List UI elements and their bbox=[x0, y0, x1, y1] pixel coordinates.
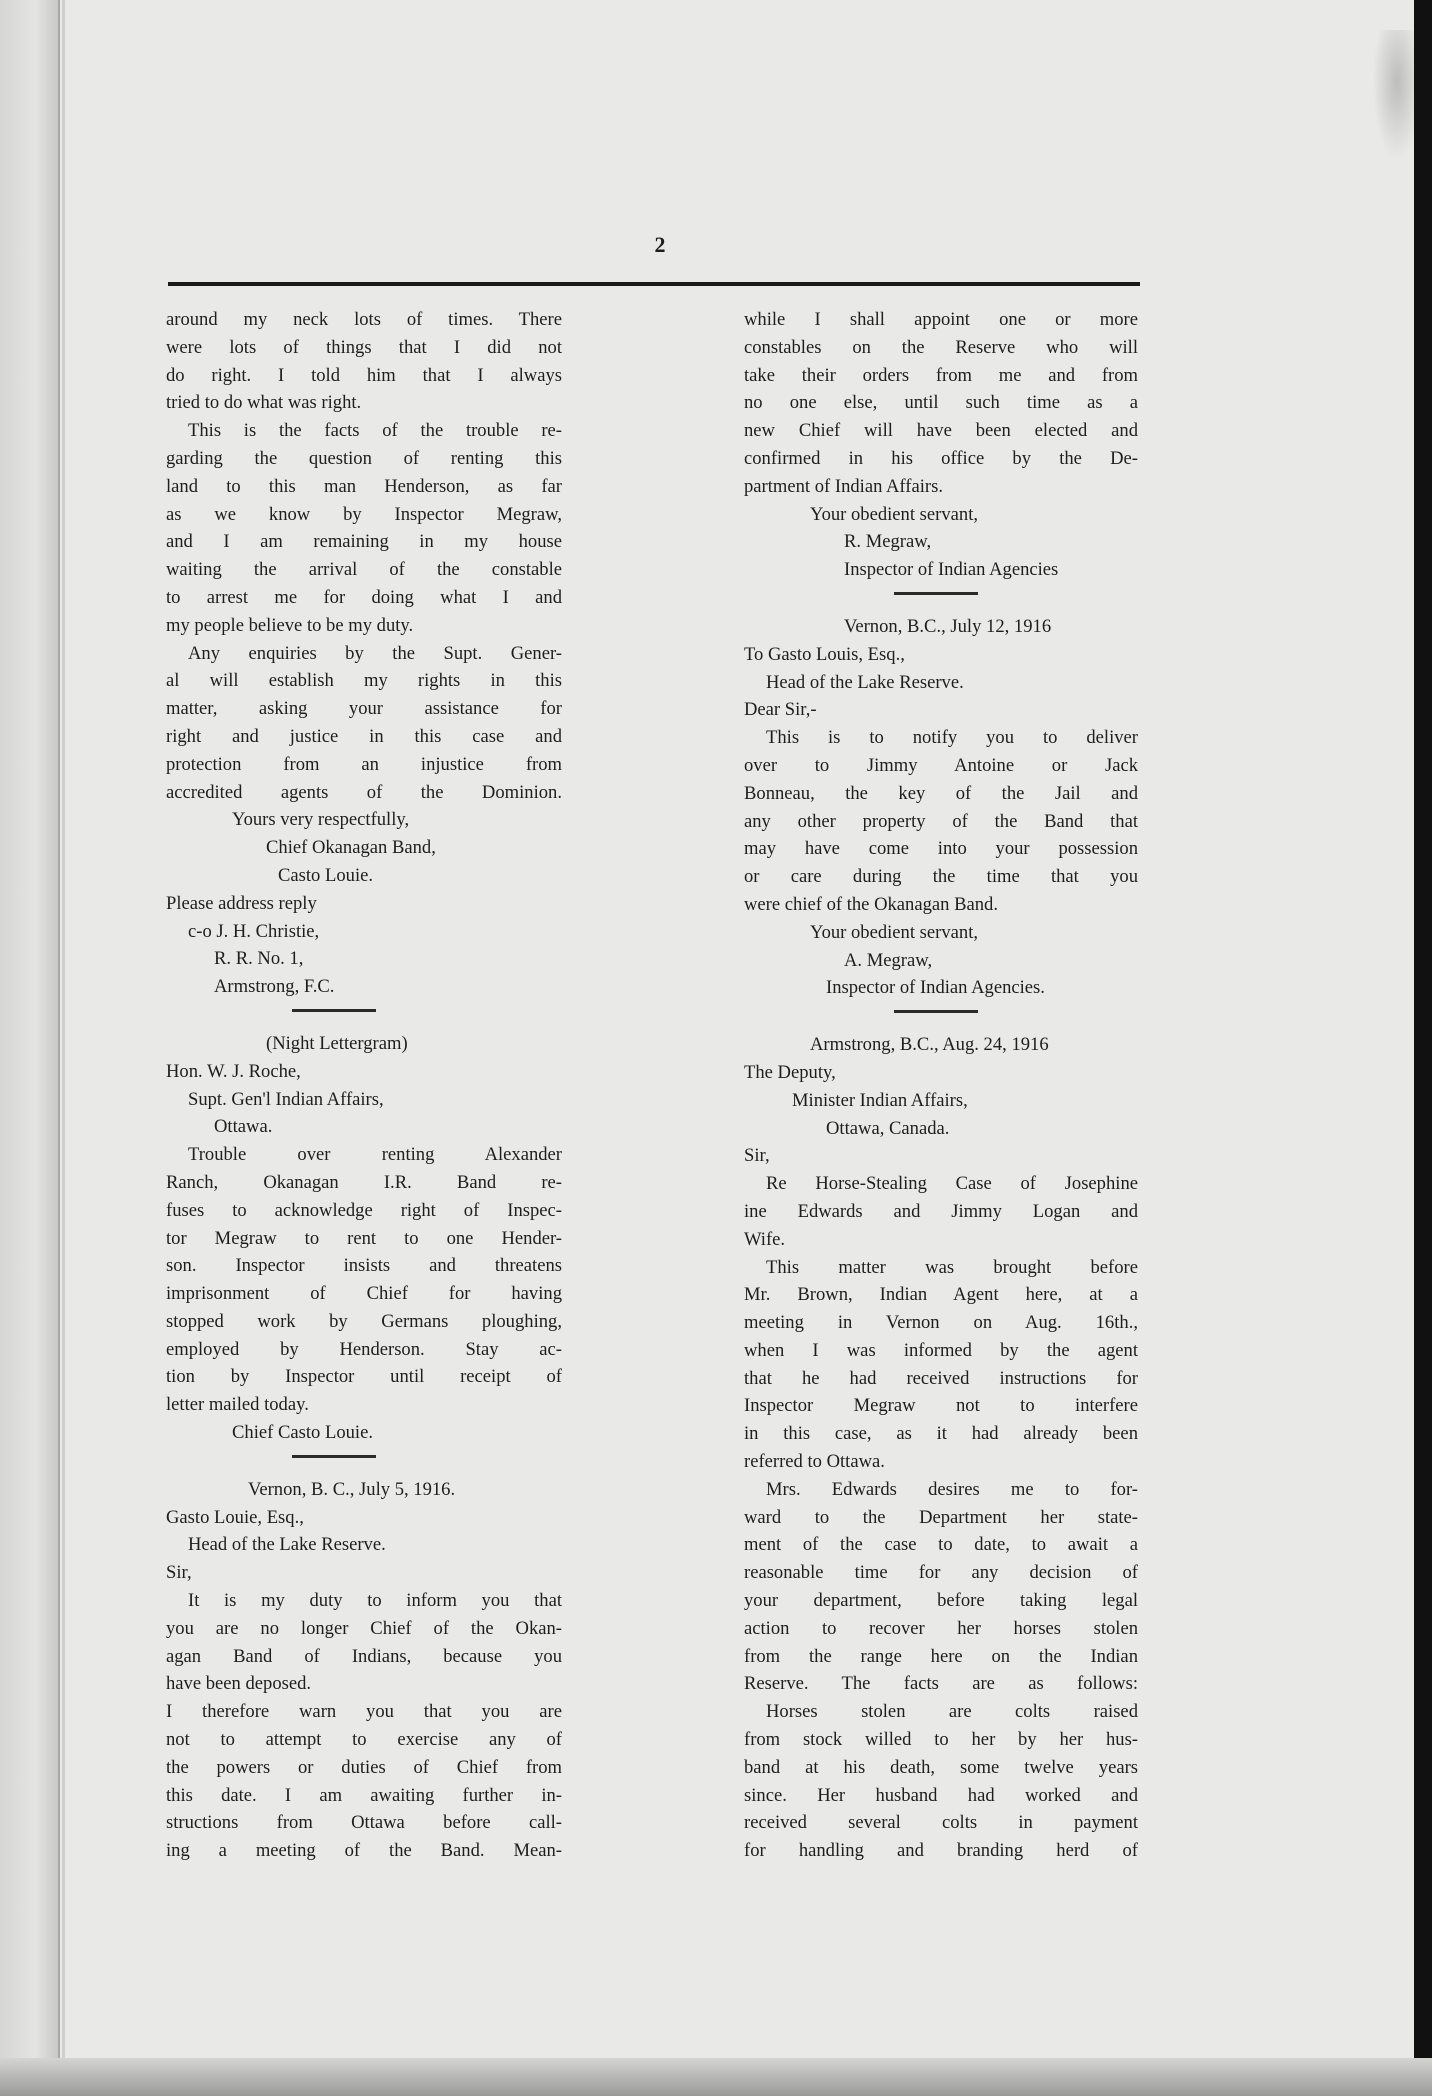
text-line: over to Jimmy Antoine or Jack bbox=[744, 754, 1138, 776]
scan-left-edge bbox=[62, 0, 65, 2096]
text-line: stopped work by Germans ploughing, bbox=[166, 1310, 562, 1332]
text-line: for handling and branding herd of bbox=[744, 1840, 1138, 1862]
salutation: Dear Sir,- bbox=[744, 699, 817, 721]
text-line: were chief of the Okanagan Band. bbox=[744, 893, 999, 915]
text-line: as we know by Inspector Megraw, bbox=[166, 503, 562, 525]
text-line: land to this man Henderson, as far bbox=[166, 475, 562, 497]
text-line: letter mailed today. bbox=[166, 1394, 309, 1416]
address-line: Minister Indian Affairs, bbox=[792, 1089, 968, 1111]
address-line: The Deputy, bbox=[744, 1061, 836, 1083]
salutation: Sir, bbox=[744, 1145, 770, 1167]
text-line: tor Megraw to rent to one Hender- bbox=[166, 1227, 562, 1249]
text-line: or care during the time that you bbox=[744, 866, 1138, 888]
address-line: Gasto Louie, Esq., bbox=[166, 1506, 304, 1528]
address-line: Supt. Gen'l Indian Affairs, bbox=[188, 1088, 384, 1110]
text-line: This is the facts of the trouble re- bbox=[188, 420, 562, 442]
salutation: Sir, bbox=[166, 1562, 192, 1584]
text-line: any other property of the Band that bbox=[744, 810, 1138, 832]
scan-bottom-border bbox=[0, 2058, 1432, 2096]
text-line: waiting the arrival of the constable bbox=[166, 559, 562, 581]
scan-left-border bbox=[0, 0, 60, 2096]
text-line: reasonable time for any decision of bbox=[744, 1562, 1138, 1584]
text-line: fuses to acknowledge right of Inspec- bbox=[166, 1199, 562, 1221]
text-line: agan Band of Indians, because you bbox=[166, 1645, 562, 1667]
text-line: al will establish my rights in this bbox=[166, 670, 562, 692]
text-line: new Chief will have been elected and bbox=[744, 420, 1138, 442]
text-line: were lots of things that I did not bbox=[166, 336, 562, 358]
text-line: imprisonment of Chief for having bbox=[166, 1283, 562, 1305]
text-line: from stock willed to her by her hus- bbox=[744, 1729, 1138, 1751]
scan-right-border bbox=[1414, 0, 1432, 2096]
address-line: Head of the Lake Reserve. bbox=[188, 1534, 386, 1556]
text-line: protection from an injustice from bbox=[166, 753, 562, 775]
right-column bbox=[744, 306, 1138, 1865]
text-line: that he had received instructions for bbox=[744, 1367, 1138, 1389]
text-line: when I was informed by the agent bbox=[744, 1339, 1138, 1361]
text-line: tion by Inspector until receipt of bbox=[166, 1366, 562, 1388]
signature-closing: Your obedient servant, bbox=[810, 921, 979, 943]
signature-title: Chief Okanagan Band, bbox=[266, 837, 436, 859]
text-line: Inspector Megraw not to interfere bbox=[744, 1395, 1138, 1417]
dateline: Vernon, B.C., July 12, 1916 bbox=[844, 615, 1052, 637]
section-separator bbox=[894, 1010, 978, 1013]
left-column bbox=[166, 306, 562, 1865]
text-line: It is my duty to inform you that bbox=[188, 1590, 562, 1612]
dateline: Vernon, B. C., July 5, 1916. bbox=[248, 1478, 456, 1500]
text-line: structions from Ottawa before call- bbox=[166, 1812, 562, 1834]
text-line: Ranch, Okanagan I.R. Band re- bbox=[166, 1171, 562, 1193]
text-line: band at his death, some twelve years bbox=[744, 1756, 1138, 1778]
address-line: Head of the Lake Reserve. bbox=[766, 671, 964, 693]
signature-closing: Yours very respectfully, bbox=[232, 809, 410, 831]
text-line: take their orders from me and from bbox=[744, 364, 1138, 386]
text-line: right and justice in this case and bbox=[166, 725, 562, 747]
signature-name: R. Megraw, bbox=[844, 531, 932, 553]
text-line: ing a meeting of the Band. Mean- bbox=[166, 1840, 562, 1862]
text-line: Mr. Brown, Indian Agent here, at a bbox=[744, 1284, 1138, 1306]
text-line: accredited agents of the Dominion. bbox=[166, 781, 562, 803]
text-line: This is to notify you to deliver bbox=[766, 727, 1138, 749]
text-line: my people believe to be my duty. bbox=[166, 614, 414, 636]
text-line: confirmed in his office by the De- bbox=[744, 447, 1138, 469]
text-line: from the range here on the Indian bbox=[744, 1645, 1138, 1667]
signature-title: Inspector of Indian Agencies bbox=[844, 559, 1059, 581]
section-separator bbox=[894, 592, 978, 595]
text-line: partment of Indian Affairs. bbox=[744, 475, 943, 497]
text-line: to arrest me for doing what I and bbox=[166, 586, 562, 608]
text-line: meeting in Vernon on Aug. 16th., bbox=[744, 1312, 1138, 1334]
address-line: Armstrong, F.C. bbox=[214, 976, 335, 998]
signature-name: A. Megraw, bbox=[844, 949, 933, 971]
subject-line: ine Edwards and Jimmy Logan and bbox=[744, 1200, 1138, 1222]
address-line: Hon. W. J. Roche, bbox=[166, 1060, 301, 1082]
text-line: around my neck lots of times. There bbox=[166, 309, 562, 330]
signature-name: Casto Louie. bbox=[278, 864, 374, 886]
text-line: constables on the Reserve who will bbox=[744, 336, 1138, 358]
text-line: ment of the case to date, to await a bbox=[744, 1534, 1138, 1556]
text-line: have been deposed. bbox=[166, 1673, 312, 1695]
address-line: To Gasto Louis, Esq., bbox=[744, 643, 905, 665]
text-line: while I shall appoint one or more bbox=[744, 309, 1138, 330]
signature-name: Chief Casto Louie. bbox=[232, 1422, 373, 1444]
text-line: tried to do what was right. bbox=[166, 392, 362, 414]
text-line: and I am remaining in my house bbox=[166, 531, 562, 553]
text-line: I therefore warn you that you are bbox=[166, 1701, 562, 1723]
text-line: this date. I am awaiting further in- bbox=[166, 1784, 562, 1806]
text-line: your department, before taking legal bbox=[744, 1590, 1138, 1612]
text-line: Trouble over renting Alexander bbox=[188, 1144, 562, 1166]
section-separator bbox=[292, 1455, 376, 1458]
text-line: son. Inspector insists and threatens bbox=[166, 1255, 562, 1277]
text-line: received several colts in payment bbox=[744, 1812, 1138, 1834]
text-line: Mrs. Edwards desires me to for- bbox=[766, 1478, 1138, 1500]
dateline: Armstrong, B.C., Aug. 24, 1916 bbox=[810, 1034, 1049, 1056]
text-line: in this case, as it had already been bbox=[744, 1423, 1138, 1445]
subject-line: Wife. bbox=[744, 1228, 786, 1250]
address-line: c-o J. H. Christie, bbox=[188, 920, 320, 942]
address-line: Please address reply bbox=[166, 892, 317, 914]
section-heading: (Night Lettergram) bbox=[266, 1032, 408, 1054]
address-line: R. R. No. 1, bbox=[214, 948, 304, 970]
text-line: Bonneau, the key of the Jail and bbox=[744, 782, 1138, 804]
text-line: ward to the Department her state- bbox=[744, 1506, 1138, 1528]
signature-closing: Your obedient servant, bbox=[810, 503, 979, 525]
text-line: the powers or duties of Chief from bbox=[166, 1756, 562, 1778]
text-line: referred to Ottawa. bbox=[744, 1451, 885, 1473]
text-line: Any enquiries by the Supt. Gener- bbox=[188, 642, 562, 664]
text-line: no one else, until such time as a bbox=[744, 392, 1138, 414]
text-line: Horses stolen are colts raised bbox=[766, 1701, 1138, 1723]
text-line: since. Her husband had worked and bbox=[744, 1784, 1138, 1806]
text-line: do right. I told him that I always bbox=[166, 364, 562, 386]
text-line: you are no longer Chief of the Okan- bbox=[166, 1617, 562, 1639]
header-rule bbox=[168, 282, 1140, 286]
subject-line: Re Horse-Stealing Case of Josephine bbox=[766, 1173, 1138, 1195]
address-line: Ottawa, Canada. bbox=[826, 1117, 950, 1139]
address-line: Ottawa. bbox=[214, 1116, 273, 1138]
text-line: garding the question of renting this bbox=[166, 447, 562, 469]
section-separator bbox=[292, 1009, 376, 1012]
page-number: 2 bbox=[654, 232, 666, 257]
text-line: This matter was brought before bbox=[766, 1256, 1138, 1278]
signature-title: Inspector of Indian Agencies. bbox=[826, 977, 1045, 999]
text-line: matter, asking your assistance for bbox=[166, 698, 562, 720]
text-line: action to recover her horses stolen bbox=[744, 1617, 1138, 1639]
text-line: may have come into your possession bbox=[744, 838, 1138, 860]
text-line: Reserve. The facts are as follows: bbox=[744, 1673, 1138, 1695]
torn-corner-mark bbox=[1372, 30, 1414, 160]
text-line: not to attempt to exercise any of bbox=[166, 1729, 562, 1751]
text-line: employed by Henderson. Stay ac- bbox=[166, 1338, 562, 1360]
